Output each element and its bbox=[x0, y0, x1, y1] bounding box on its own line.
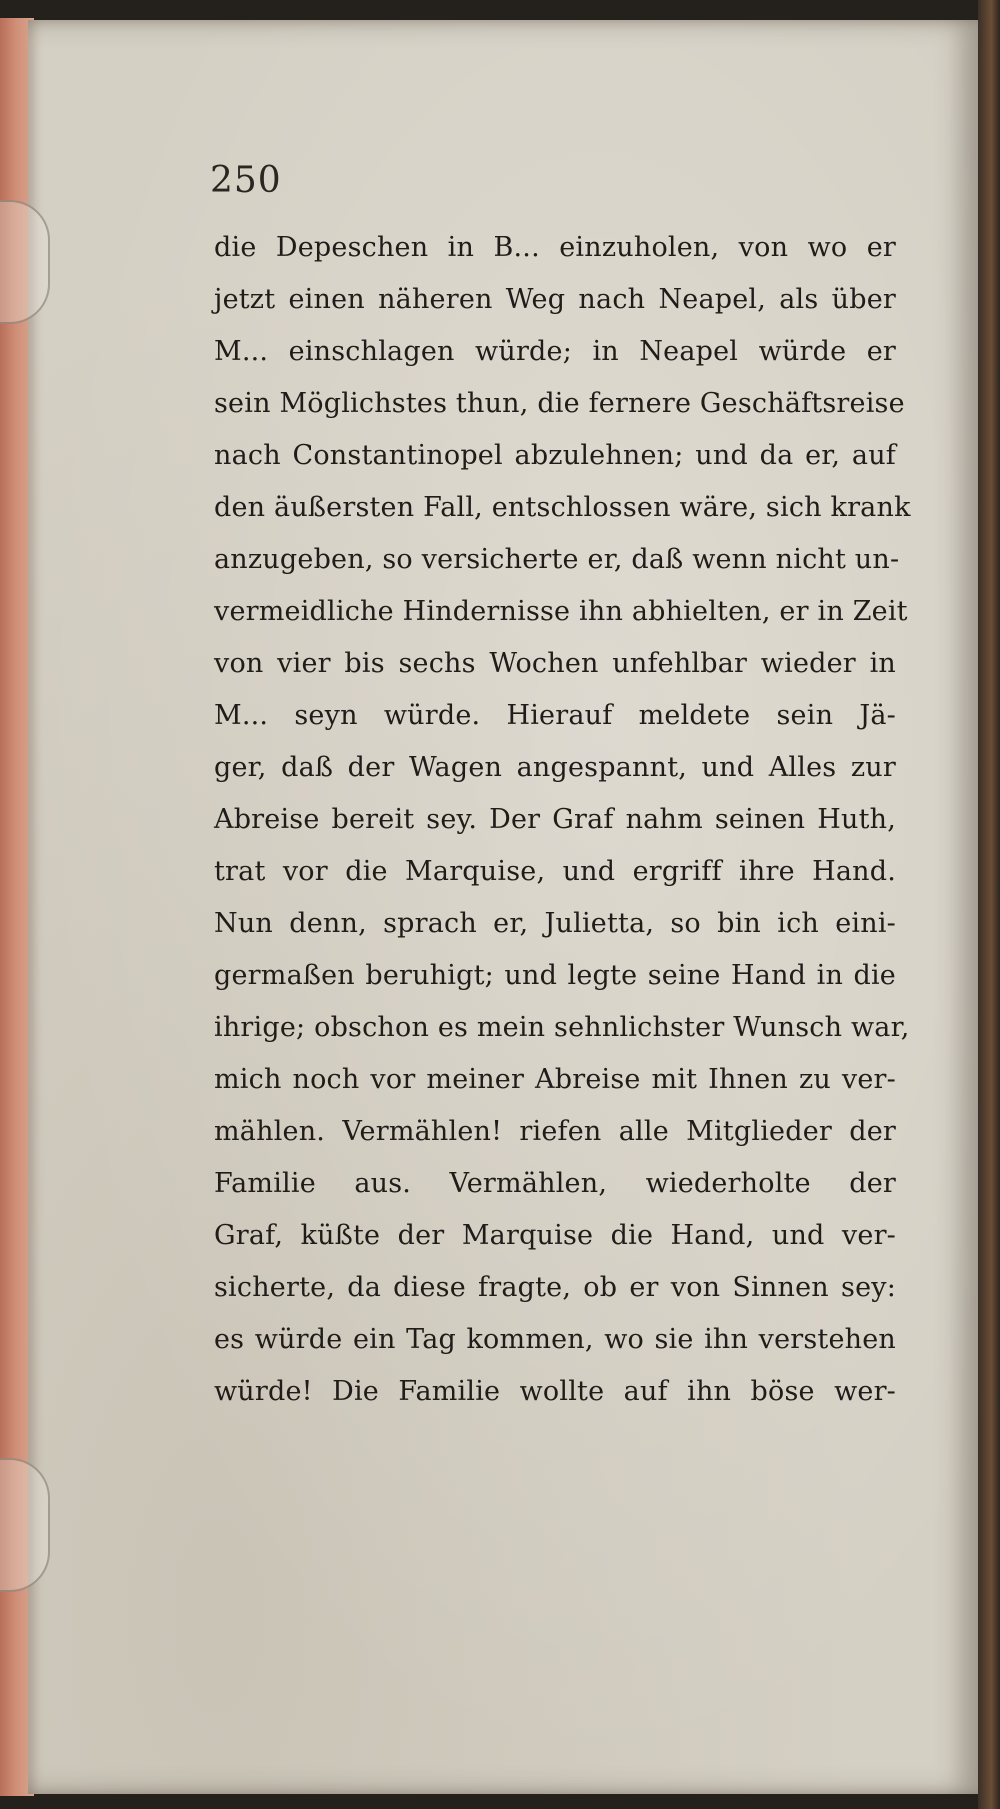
text-line: M... einschlagen würde; in Neapel würde er bbox=[214, 336, 896, 367]
text-line: sein Möglichstes thun, die fernere Geschäftsreise bbox=[214, 388, 905, 419]
body-text bbox=[214, 222, 911, 1418]
text-line: sicherte, da diese fragte, ob er von Sinnen sey: bbox=[214, 1272, 896, 1303]
text-line: mählen. Vermählen! riefen alle Mitglieder der bbox=[214, 1116, 896, 1147]
text-line: den äußersten Fall, entschlossen wäre, sich krank bbox=[214, 492, 911, 523]
text-line: würde! Die Familie wollte auf ihn böse wer- bbox=[214, 1376, 896, 1407]
text-line: von vier bis sechs Wochen unfehlbar wieder in bbox=[214, 648, 896, 679]
text-line: mich noch vor meiner Abreise mit Ihnen zu ver- bbox=[214, 1064, 896, 1095]
text-line: germaßen beruhigt; und legte seine Hand in die bbox=[214, 960, 896, 991]
text-line: jetzt einen näheren Weg nach Neapel, als über bbox=[214, 284, 896, 315]
text-line: es würde ein Tag kommen, wo sie ihn verstehen bbox=[214, 1324, 896, 1355]
text-line: die Depeschen in B... einzuholen, von wo er bbox=[214, 232, 896, 263]
text-line: ihrige; obschon es mein sehnlichster Wunsch war, bbox=[214, 1012, 910, 1043]
text-line: nach Constantinopel abzulehnen; und da er, auf bbox=[214, 440, 896, 471]
text-line: ger, daß der Wagen angespannt, und Alles zur bbox=[214, 752, 896, 783]
text-line: anzugeben, so versicherte er, daß wenn nicht un- bbox=[214, 544, 900, 575]
binding-strip bbox=[978, 0, 1000, 1809]
page-number: 250 bbox=[210, 160, 282, 201]
text-line: Familie aus. Vermählen, wiederholte der bbox=[214, 1168, 896, 1199]
text-line: Graf, küßte der Marquise die Hand, und ver- bbox=[214, 1220, 896, 1251]
text-line: vermeidliche Hindernisse ihn abhielten, er in Zeit bbox=[214, 596, 908, 627]
text-line: trat vor die Marquise, und ergriff ihre Hand. bbox=[214, 856, 896, 887]
text-line: M... seyn würde. Hierauf meldete sein Jä- bbox=[214, 700, 896, 731]
page-clip-top bbox=[0, 200, 50, 324]
text-line: Abreise bereit sey. Der Graf nahm seinen Huth, bbox=[214, 804, 896, 835]
page-clip-bottom bbox=[0, 1458, 50, 1592]
text-line: Nun denn, sprach er, Julietta, so bin ich eini- bbox=[214, 908, 896, 939]
